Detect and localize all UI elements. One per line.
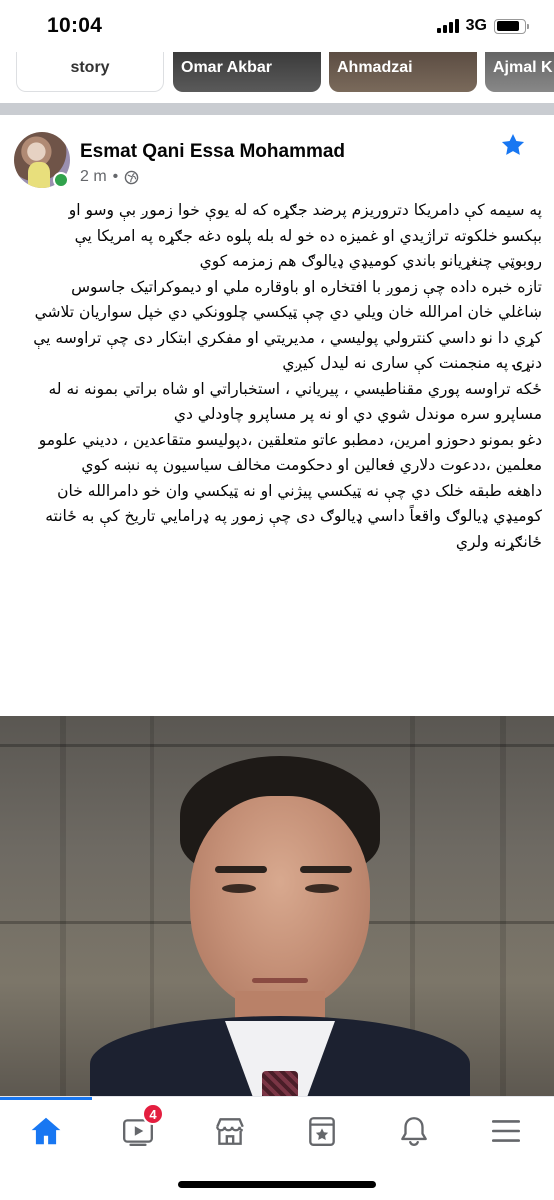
wood-plank [60, 716, 66, 1096]
tab-marketplace[interactable] [200, 1109, 260, 1153]
status-bar [0, 0, 554, 52]
post-timestamp[interactable]: 2 m [80, 168, 107, 185]
post-paragraph: تازه خبره داده چې زموږ با افتخاره او باوقاره ملي او دیموکراتیک جاسوس ښاغلي خان امرالله خان ویلي دي چې ټیکسي چلوونکي دي خپل سواریان تلاشي کړي دا نو داسي کنترولي پولیسي ، مدیریتي او مفکري ابتکار دی چې تراوسه یې دنړۍ په منجمنت کې ساری نه لیدل کیږي [33, 277, 542, 372]
home-icon [29, 1114, 63, 1148]
story-label: story [70, 59, 110, 76]
person-tie [262, 1071, 298, 1096]
person-eye [305, 884, 339, 893]
post-paragraph: داهغه طبقه خلک دي چې نه ټیکسي پیژني او نه ټیکسي وان خو دامرالله خان کومیډي ډیالوګ واقعاً داسي ډیالوګ دی چې زموږ په ډرامایي تاریخ کې به ځانته ځانګړنه ولري [45, 481, 542, 551]
wood-seam [0, 744, 554, 747]
story-item[interactable] [485, 52, 554, 92]
status-indicators [437, 17, 526, 35]
battery-level [497, 21, 520, 31]
post-paragraph: دغو بمونو دحوزو امرین، دمطبو عاتو متعلقین ،دپولیسو متقاعدین ، ددیني علومو معلمین ،ددعوت دلاري فعالین او دحکومت مخالف سیاسیون په نښه کوي [38, 430, 542, 474]
story-create[interactable] [16, 52, 164, 92]
wood-plank [500, 716, 506, 1096]
signal-icon [437, 19, 459, 33]
tab-notifications[interactable] [384, 1109, 444, 1153]
post-header [14, 128, 544, 190]
person-brow [300, 866, 352, 873]
post-paragraph: ځکه تراوسه پوري مقناطیسي ، پیریاني ، استخباراتي او شاه براتي بمونه نه له مساپرو سره موندل شوي دي او نه پر مساپرو چاودلي دي [48, 379, 542, 423]
feed-separator [0, 103, 554, 115]
battery-icon [494, 19, 526, 34]
meta-separator-dot: • [112, 168, 119, 185]
tab-groups[interactable] [292, 1109, 352, 1153]
notification-badge: 4 [142, 1103, 164, 1125]
story-author: Omar Akbar [181, 59, 272, 76]
story-item[interactable] [173, 52, 321, 92]
stories-strip [0, 52, 554, 94]
active-tab-indicator [0, 1097, 92, 1100]
status-time: 10:04 [47, 14, 103, 37]
person-brow [215, 866, 267, 873]
network-type: 3G [465, 17, 487, 34]
globe-icon [124, 170, 139, 185]
person-mouth [252, 978, 308, 983]
post-paragraph: په سیمه کې دامریکا دتروریزم پرضد جګړه که له یوې خوا زموږ بې وسو او بېکسو خلکوته تراژیدي او غمیزه ده خو له بله پلوه دغه جګړه په امریکا یې روبوټي چنغړیانو باندي کومیډي ډیالوګ هم زمزمه کوي [68, 201, 542, 270]
tab-menu[interactable] [476, 1109, 536, 1153]
post-author-name[interactable]: Esmat Qani Essa Mohammad [80, 141, 346, 162]
story-author: Ajmal K [493, 59, 553, 76]
post-meta [80, 168, 139, 186]
groups-icon [305, 1114, 339, 1148]
online-status-indicator [53, 172, 69, 188]
menu-icon [489, 1114, 523, 1148]
store-icon [213, 1114, 247, 1148]
post-body [28, 198, 542, 555]
post-photo[interactable] [0, 716, 554, 1096]
person-eye [222, 884, 256, 893]
story-author: Ahmadzai [337, 59, 413, 76]
story-item[interactable] [329, 52, 477, 92]
bell-icon [397, 1114, 431, 1148]
tab-home[interactable] [16, 1109, 76, 1153]
tab-watch[interactable] [108, 1106, 168, 1153]
star-icon[interactable] [500, 132, 526, 158]
home-indicator [178, 1181, 376, 1188]
